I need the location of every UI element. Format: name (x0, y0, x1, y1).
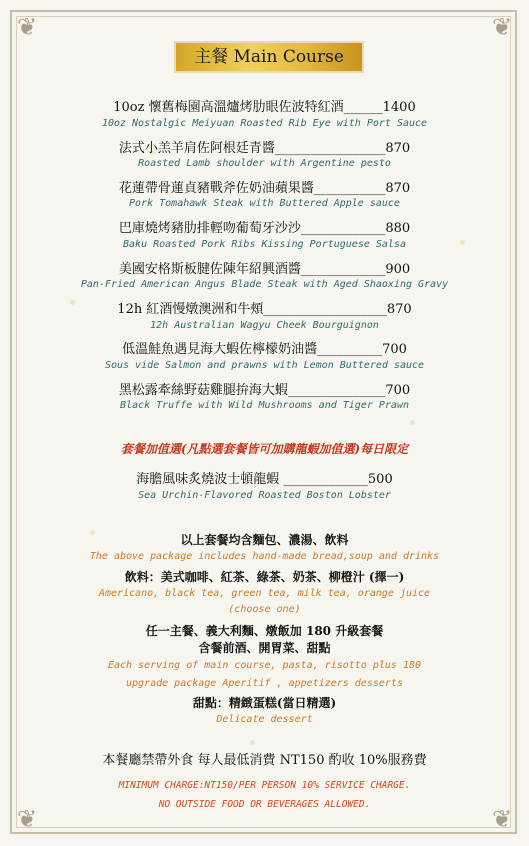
item-name: 花蓮帶骨蓮貞豬戰斧佐奶油蘋果醬 (118, 181, 314, 196)
corner-ornament-icon: ❦ (491, 805, 513, 833)
package-line: 以上套餐均含麵包、濃湯、飲料 (180, 533, 349, 547)
item-name: 巴庫燒烤豬肋排輕吻葡萄牙沙沙 (118, 221, 301, 236)
item-english: 10oz Nostalgic Meiyuan Roasted Rib Eye with Port Sauce (101, 118, 428, 129)
item-name: 法式小羔羊肩佐阿根廷青醬 (118, 141, 275, 156)
item-price: 880 (385, 221, 411, 236)
dessert-line-en: Delicate dessert (216, 714, 313, 725)
upgrade-line-2: 含餐前酒、開胃菜、甜點 (198, 641, 331, 655)
addon-english: Sea Urchin-Flavored Roasted Boston Lobster (138, 490, 391, 501)
item-price: 1400 (382, 100, 416, 115)
package-line-en: The above package includes hand-made bread,soup and drinks (89, 551, 440, 562)
corner-ornament-icon: ❦ (16, 13, 38, 41)
drinks-line: 飲料：美式咖啡、紅茶、綠茶、奶茶、柳橙汁 (擇一) (124, 570, 405, 584)
footer-no-outside-food: NO OUTSIDE FOOD OR BEVERAGES ALLOWED. (158, 799, 371, 810)
item-english: Black Truffe with Wild Mushrooms and Tiger Prawn (120, 400, 409, 411)
page-title: 主餐 Main Course (194, 47, 344, 67)
item-english: Roasted Lamb shoulder with Argentine pesto (138, 158, 391, 169)
item-name: 低溫鮭魚遇見海大蝦佐檸檬奶油醬 (122, 342, 318, 357)
item-name: 12h 紅酒慢燉澳洲和牛頰 (117, 302, 264, 317)
decorative-speck (250, 740, 255, 745)
decorative-speck (410, 420, 415, 425)
footer-minimum-charge: MINIMUM CHARGE:NT150/PER PERSON 10% SERVICE CHARGE. (118, 780, 411, 791)
item-name: 美國安格斯板腱佐陳年紹興酒醬 (118, 262, 301, 277)
addon-price: 500 (367, 472, 393, 487)
item-name: 黑松露牽絲野菇雞腿拚海大蝦 (118, 383, 288, 398)
corner-ornament-icon: ❦ (491, 13, 513, 41)
item-english: Pork Tomahawk Steak with Buttered Apple sauce (129, 198, 400, 209)
item-english: 12h Australian Wagyu Cheek Bourguignon (150, 320, 379, 331)
drinks-choose: (choose one) (228, 604, 301, 615)
item-english: Baku Roasted Pork Ribs Kissing Portuguese Salsa (123, 239, 406, 250)
dessert-line: 甜點：精緻蛋糕(當日精選) (192, 696, 337, 710)
item-price: 870 (385, 181, 411, 196)
corner-ornament-icon: ❦ (16, 805, 38, 833)
item-english: Pan-Fried American Angus Blade Steak with Aged Shaoxing Gravy (80, 279, 449, 290)
title-banner (176, 43, 362, 71)
menu-page: ❦ ❦ ❦ ❦ 主餐 Main Course 10oz 懷舊梅園高溫爐烤肋眼佐波特紅酒______1400 10oz Nostalgic Meiyuan Roasted Rib Eye with Port Sauce 法式小羔羊肩佐阿根廷青醬_________________870 Roasted Lamb shoulder with Argentine pesto 花蓮帶骨蓮貞豬戰斧佐奶油蘋果醬___________870 Pork Tomahawk Steak with Buttered Apple sauce 巴庫燒烤豬肋排輕吻葡萄牙沙沙_____________880 Baku Roasted Pork Ribs Kissing Portuguese Salsa 美國安格斯板腱佐陳年紹興酒醬_____________900 Pan-Fried American Angus Blade Steak with Aged Shaoxing Gravy 12h 紅酒慢燉澳洲和牛頰___________________870 12h Australian Wagyu Cheek Bourguignon 低溫鮭魚遇見海大蝦佐檸檬奶油醬__________700 Sous vide Salmon and prawns with Lemon Buttered sauce 黑松露牽絲野菇雞腿拚海大蝦_______________700 Black Truffe with Wild Mushrooms and Tiger Prawn 套餐加值選(凡點選套餐皆可加購龍蝦加值選)每日限定 海膽風味炙燒波士頓龍蝦 _____________500 Sea Urchin-Flavored Roasted Boston Lobster 以上套餐均含麵包、濃湯、飲料 The above package includes hand-made bread,soup and drinks 飲料：美式咖啡、紅茶、綠茶、奶茶、柳橙汁 (擇一) Americano, black tea, green tea, milk tea, orange juice (choose one) 任一主餐、義大利麵、燉飯加 180 升級套餐 含餐前酒、開胃菜、甜點 Each serving of main course, pasta, risotto plus 180 upgrade package Aperitif , appetizers desserts 甜點：精緻蛋糕(當日精選) Delicate dessert 本餐廳禁帶外食 每人最低消費 NT150 酌收 10%服務費 MINIMUM CHARGE:NT150/PER PERSON 10% SERVICE CHARGE. NO OUTSIDE FOOD OR BEVERAGES ALLOWED. (0, 0, 529, 846)
upgrade-line-en-1: Each serving of main course, pasta, risotto plus 180 (107, 660, 422, 671)
footer-policy: 本餐廳禁帶外食 每人最低消費 NT150 酌收 10%服務費 (102, 753, 427, 768)
item-price: 870 (386, 302, 412, 317)
item-price: 700 (385, 383, 411, 398)
upgrade-line-en-2: upgrade package Aperitif , appetizers desserts (126, 678, 403, 689)
addon-header: 套餐加值選(凡點選套餐皆可加購龍蝦加值選)每日限定 (120, 442, 409, 456)
addon-name: 海膽風味炙燒波士頓龍蝦 (136, 472, 280, 487)
drinks-line-en: Americano, black tea, green tea, milk tea, orange juice (98, 588, 431, 599)
item-price: 870 (385, 141, 411, 156)
item-price: 700 (382, 342, 407, 357)
item-english: Sous vide Salmon and prawns with Lemon Buttered sauce (104, 360, 425, 371)
item-price: 900 (385, 262, 411, 277)
upgrade-line-1: 任一主餐、義大利麵、燉飯加 180 升級套餐 (145, 624, 384, 638)
item-name: 10oz 懷舊梅園高溫爐烤肋眼佐波特紅酒 (113, 100, 344, 115)
